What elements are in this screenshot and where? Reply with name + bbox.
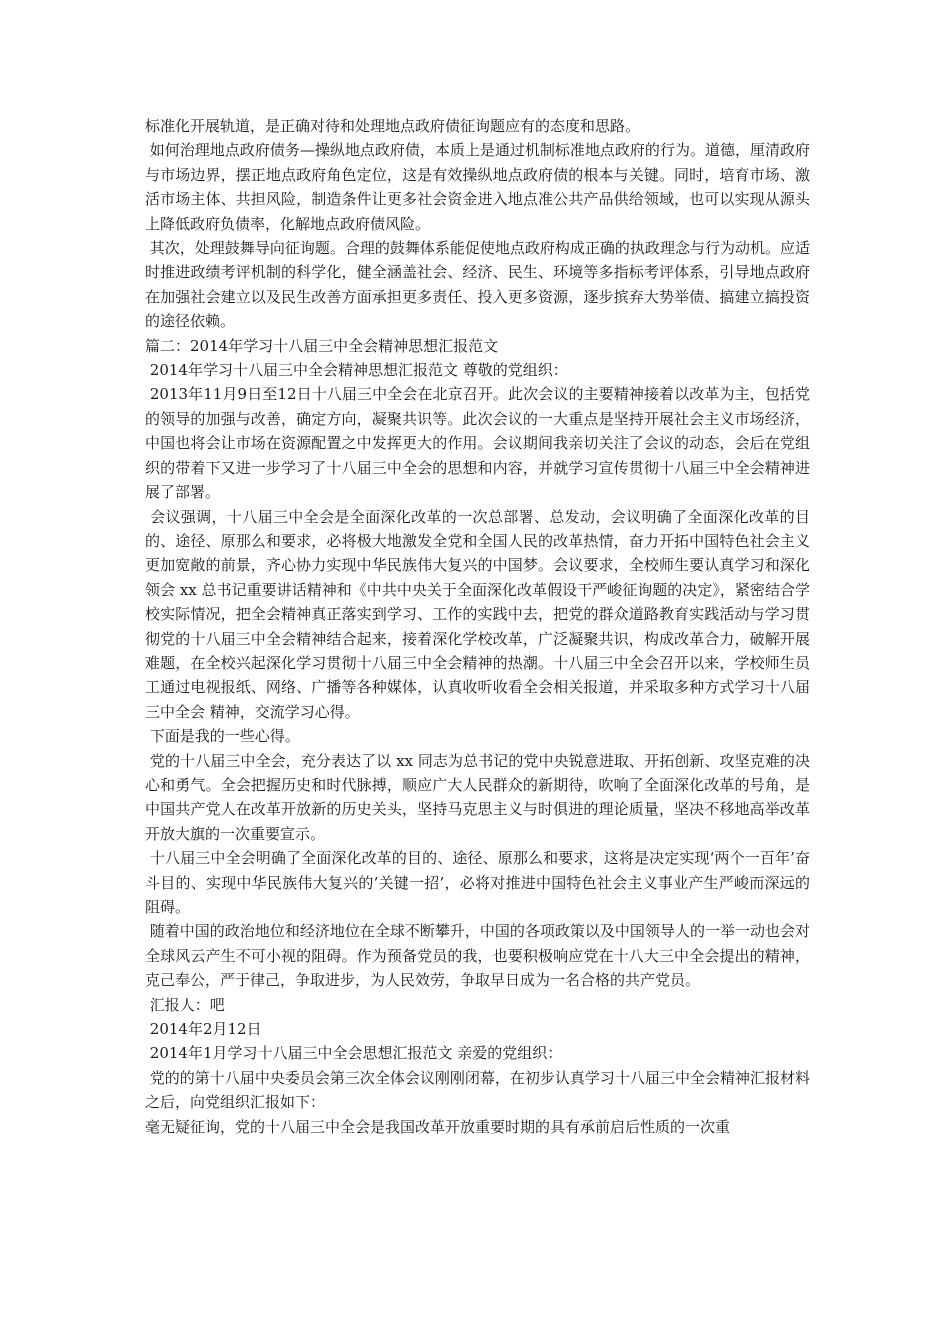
paragraph: 随着中国的政治地位和经济地位在全球不断攀升，中国的各项政策以及中国领导人的一举一动也会对全球风云产生不可小视的阻碍。作为预备党员的我，也要积极响应党在十八大三中全会提出的精神，克己奉公，严于律己，争取进步，为人民效劳，争取早日成为一名合格的共产党员。: [145, 922, 810, 990]
paragraph: 标准化开展轨道，是正确对待和处理地点政府债征询题应有的态度和思路。: [145, 117, 641, 135]
paragraph: 党的的第十八届中央委员会第三次全体会议刚刚闭幕，在初步认真学习十八届三中全会精神汇报材料之后，向党组织汇报如下：: [145, 1068, 810, 1112]
paragraph: 2014年1月学习十八届三中全会思想汇报范文 亲爱的党组织：: [145, 1044, 563, 1063]
paragraph: 十八届三中全会明确了全面深化改革的目的、途径、原那么和要求，这将是决定实现‘两个一百年’奋斗目的、实现中华民族伟大复兴的’关键一招’，必将对推进中国特色社会主义事业产生严峻而深远的阻碍。: [145, 849, 810, 916]
date-line: 2014年2月12日: [145, 1020, 262, 1039]
paragraph: 毫无疑征询，党的十八届三中全会是我国改革开放重要时期的具有承前启后性质的一次重: [145, 1117, 731, 1136]
paragraph: 如何治理地点政府债务—操纵地点政府债，本质上是通过机制标准地点政府的行为。道德，厘清政府与市场边界，摆正地点政府角色定位，这是有效操纵地点政府债的根本与关键。同时，培育市场、激活市场主体、共担风险，制造条件让更多社会资金进入地点准公共产品供给领域，也可以实现从源头上降低政府负债率，化解地点政府债风险。: [145, 141, 810, 233]
reporter-line: 汇报人：吧: [145, 995, 225, 1014]
document-page: [145, 114, 810, 1139]
paragraph: 2013年11月9日至12日十八届三中全会在北京召开。此次会议的主要精神接着以改革为主，包括党的领导的加强与改善，确定方向，凝聚共识等。此次会议的一大重点是坚持开展社会主义市场经济，中国也将会让市场在资源配置之中发挥更大的作用。会议期间我亲切关注了会议的动态，会后在党组织的带着下又进一步学习了十八届三中全会的思想和内容，并就学习宣传贯彻十八届三中全会精神进展了部署。: [145, 385, 810, 502]
paragraph: 2014年学习十八届三中全会精神思想汇报范文 尊敬的党组织：: [145, 361, 568, 380]
paragraph: 会议强调，十八届三中全会是全面深化改革的一次总部署、总发动，会议明确了全面深化改革的目的、途径、原那么和要求，必将极大地激发全党和全国人民的改革热情，奋力开拓中国特色社会主义更加宽敞的前景，齐心协力实现中华民族伟大复兴的中国梦。会议要求，全校师生要认真学习和深化领会 xx 总书记重要讲话精神和《中共中央关于全面深化改革假设干严峻征询题的决定》，紧密结合学校实际情况，把全会精神真正落实到学习、工作的实践中去，把党的群众道路教育实践活动与学习贯彻党的十八届三中全会精神结合起来，接着深化学校改革，广泛凝聚共识，构成改革合力，破解开展难题，在全校兴起深化学习贯彻十八届三中全会精神的热潮。十八届三中全会召开以来，学校师生员工通过电视报纸、网络、广播等各种媒体，认真收听收看全会相关报道，并采取多种方式学习十八届三中全会 精神，交流学习心得。: [145, 507, 810, 721]
paragraph: 党的十八届三中全会，充分表达了以 xx 同志为总书记的党中央锐意进取、开拓创新、攻坚克难的决心和勇气。全会把握历史和时代脉搏，顺应广大人民群众的新期待，吹响了全面深化改革的号角，是中国共产党人在改革开放新的历史关头，坚持马克思主义与时俱进的理论质量，坚决不移地高举改革开放大旗的一次重要宣示。: [145, 751, 810, 843]
paragraph: 其次，处理鼓舞导向征询题。合理的鼓舞体系能促使地点政府构成正确的执政理念与行为动机。应适时推进政绩考评机制的科学化，健全涵盖社会、经济、民生、环境等多指标考评体系，引导地点政府在加强社会建立以及民生改善方面承担更多责任、投入更多资源，逐步摈弃大势举债、搞建立搞投资的途径依赖。: [145, 239, 810, 331]
section-heading: 篇二：2014年学习十八届三中全会精神思想汇报范文: [145, 336, 499, 355]
paragraph: 下面是我的一些心得。: [145, 727, 300, 746]
